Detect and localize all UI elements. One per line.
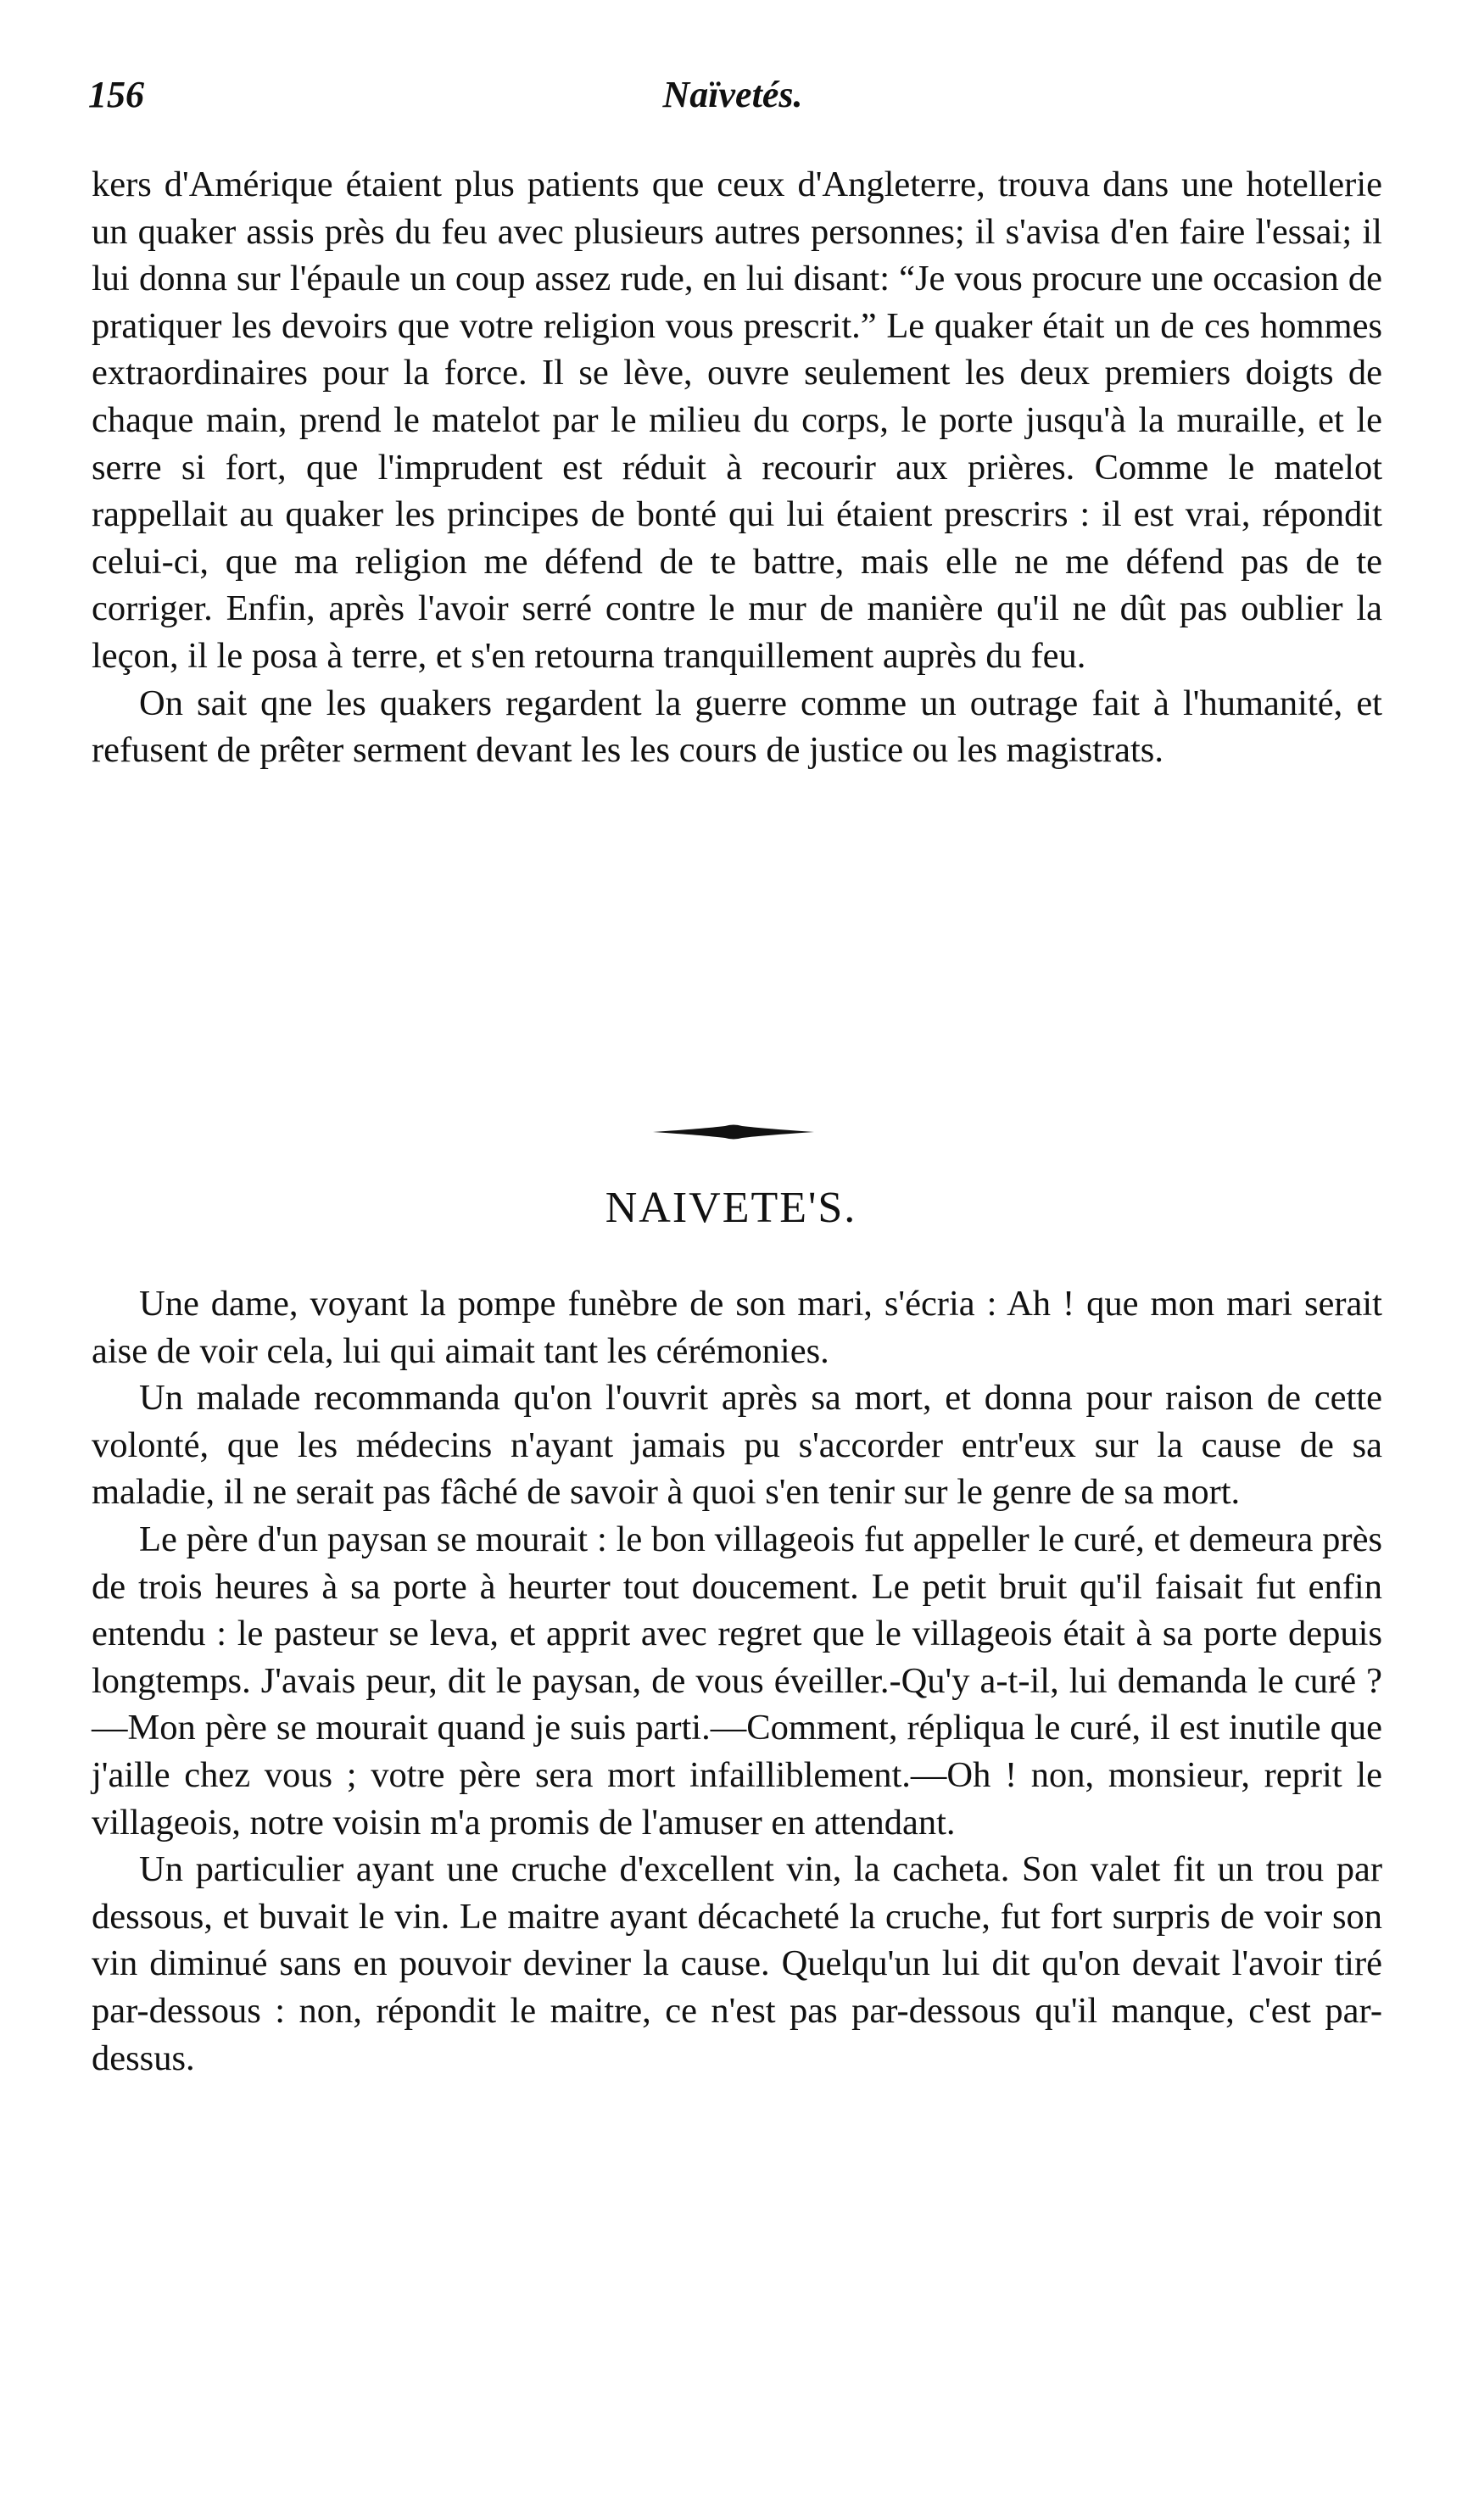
paragraph: On sait qne les quakers regardent la guerre comme un outrage fait à l'humanité, et refusent de prêter serment devant les les cours de justice ou les magistrats. — [92, 683, 1382, 771]
paragraph: Un malade recommanda qu'on l'ouvrit après sa mort, et donna pour raison de cette volonté, que les médecins n'ayant jamais pu s'accorder entr'eux sur la cause de sa maladie, il ne serait pas fâché de savoir à quoi s'en tenir sur le genre de sa mort. — [92, 1378, 1382, 1513]
ornament-rule-icon — [653, 1121, 814, 1143]
page-number: 156 — [88, 74, 144, 115]
paragraph: Une dame, voyant la pompe funèbre de son mari, s'écria : Ah ! que mon mari serait aise de voir cela, lui qui aimait tant les cérémonies. — [92, 1284, 1382, 1371]
running-title: Naïvetés. — [662, 74, 803, 115]
continued-anecdote — [92, 161, 1382, 774]
paragraph: Le père d'un paysan se mourait : le bon villageois fut appeller le curé, et demeura près de trois heures à sa porte à heurter tout doucement. Le petit bruit qu'il faisait fut enfin entendu : le pasteur se leva, et apprit avec regret que le villageois était à sa porte depuis longtemps. J'avais peur, dit le paysan, de vous éveiller.-Qu'y a-t-il, lui demanda le curé ?—Mon père se mourait quand je suis parti.—Comment, répliqua le curé, il est inutile que j'aille chez vous ; votre père sera mort infailliblement.—Oh ! non, monsieur, reprit le villageois, notre voisin m'a promis de l'amuser en attendant. — [92, 1519, 1382, 1843]
page-header — [88, 73, 1377, 141]
paragraph: kers d'Amérique étaient plus patients que ceux d'Angleterre, trouva dans une hotellerie un quaker assis près du feu avec plusieurs autres personnes; il s'avisa d'en faire l'essai; il lui donna sur l'épaule un coup assez rude, en lui disant: “Je vous procure une occasion de pratiquer les devoirs que votre religion vous prescrit.” Le quaker était un de ces hommes extraordinaires pour la force. Il se lève, ouvre seulement les deux premiers doigts de chaque main, prend le matelot par le milieu du corps, le porte jusqu'à la muraille, et le serre si fort, que l'imprudent est réduit à recourir aux prières. Comme le matelot rappellait au quaker les principes de bonté qui lui étaient prescrirs : il est vrai, répondit celui-ci, que ma religion me défend de te battre, mais elle ne me défend pas de te corriger. Enfin, après l'avoir serré contre le mur de manière qu'il ne dût pas oublier la leçon, il le posa à terre, et s'en retourna tranquillement auprès du feu. — [92, 164, 1382, 676]
section-body — [92, 1280, 1382, 2082]
paragraph: Un particulier ayant une cruche d'excellent vin, la cacheta. Son valet fit un trou par dessous, et buvait le vin. Le maitre ayant décacheté la cruche, fut fort surpris de voir son vin diminué sans en pouvoir deviner la cause. Quelqu'un lui dit qu'on devait l'avoir tiré par-dessous : non, répondit le maitre, ce n'est pas par-dessous qu'il manque, c'est par-dessus. — [92, 1849, 1382, 2078]
section-title: NAIVETE'S. — [605, 1184, 857, 1232]
